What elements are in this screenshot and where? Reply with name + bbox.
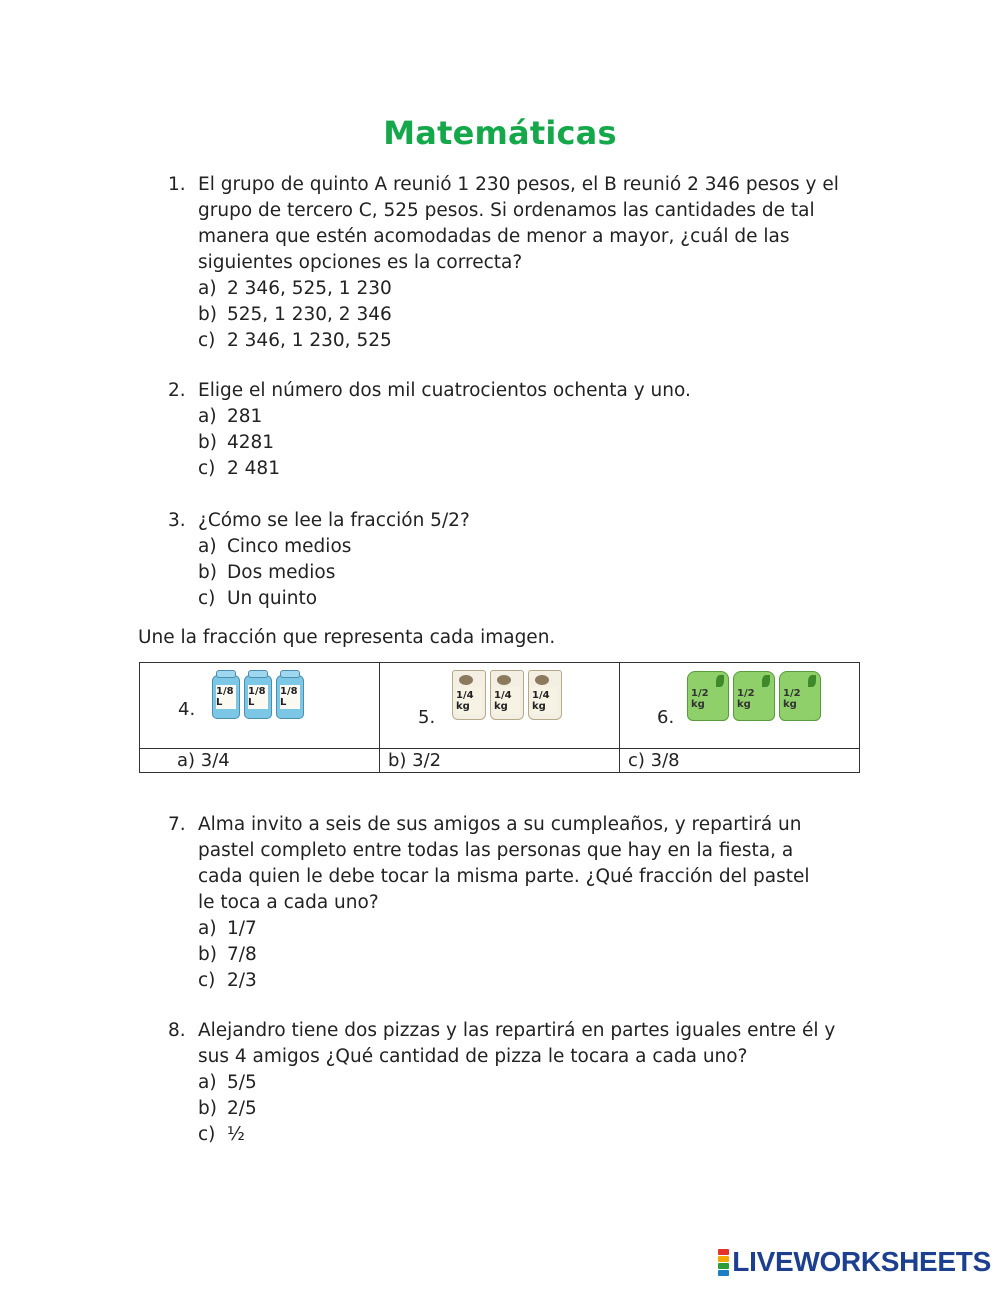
- option-b[interactable]: b) 525, 1 230, 2 346: [198, 304, 392, 325]
- yogurt-cup-icon: 1/4 kg: [528, 670, 562, 720]
- match-cell-5[interactable]: [380, 663, 620, 749]
- answer-a[interactable]: a) 3/4: [140, 749, 380, 773]
- option-c[interactable]: c) ½: [198, 1124, 245, 1145]
- question-stem: ¿Cómo se lee la fracción 5/2?: [198, 510, 470, 531]
- match-cell-4[interactable]: [140, 663, 380, 749]
- option-c[interactable]: c) 2 346, 1 230, 525: [198, 330, 392, 351]
- question-number: 1.: [168, 174, 186, 195]
- sack-icon: 1/2 kg: [733, 671, 775, 721]
- option-c[interactable]: c) Un quinto: [198, 588, 318, 609]
- liveworksheets-logo: [718, 1246, 991, 1278]
- option-b[interactable]: b) 4281: [198, 432, 275, 453]
- jar-icon: 1/8 L: [212, 675, 240, 719]
- answer-c[interactable]: c) 3/8: [620, 749, 860, 773]
- answer-b[interactable]: b) 3/2: [380, 749, 620, 773]
- question-1: [168, 172, 868, 354]
- option-a[interactable]: a) 281: [198, 406, 263, 427]
- matching-instruction: Une la fracción que representa cada imagen.: [138, 627, 556, 648]
- option-a[interactable]: a) 5/5: [198, 1072, 257, 1093]
- question-stem: Alma invito a seis de sus amigos a su cumpleaños, y repartirá un pastel completo entre todas las personas que hay en la fiesta, a cada quien le debe tocar la misma parte. ¿Qué fracción del pastel le toca a cada uno?: [198, 814, 810, 913]
- match-cell-6[interactable]: [620, 663, 860, 749]
- option-b[interactable]: b) Dos medios: [198, 562, 336, 583]
- question-number: 7.: [168, 814, 186, 835]
- option-a[interactable]: a) 2 346, 525, 1 230: [198, 278, 392, 299]
- matching-table: [139, 662, 860, 773]
- question-number: 2.: [168, 380, 186, 401]
- option-b[interactable]: b) 2/5: [198, 1098, 257, 1119]
- question-7: [168, 812, 868, 994]
- question-stem: Elige el número dos mil cuatrocientos ochenta y uno.: [198, 380, 691, 401]
- logo-block: [718, 1256, 729, 1262]
- bags-picture: [687, 671, 821, 721]
- question-number: 3.: [168, 510, 186, 531]
- item-number: 5.: [418, 707, 436, 728]
- logo-block: [718, 1249, 729, 1255]
- option-a[interactable]: a) Cinco medios: [198, 536, 352, 557]
- option-a[interactable]: a) 1/7: [198, 918, 257, 939]
- item-number: 6.: [657, 707, 675, 728]
- logo-text: LIVEWORKSHEETS: [732, 1246, 991, 1277]
- question-number: 8.: [168, 1020, 186, 1041]
- page-title: Matemáticas: [383, 114, 617, 152]
- question-3: [168, 508, 868, 612]
- jars-picture: [212, 675, 304, 719]
- yogurt-cup-icon: 1/4 kg: [490, 670, 524, 720]
- question-stem: Alejandro tiene dos pizzas y las repartirá en partes iguales entre él y sus 4 amigos ¿Qué cantidad de pizza le tocara a cada uno?: [198, 1020, 836, 1067]
- sack-icon: 1/2 kg: [687, 671, 729, 721]
- logo-block: [718, 1263, 729, 1269]
- jar-icon: 1/8 L: [276, 675, 304, 719]
- cups-picture: [452, 670, 562, 720]
- option-c[interactable]: c) 2 481: [198, 458, 280, 479]
- question-2: [168, 378, 868, 482]
- yogurt-cup-icon: 1/4 kg: [452, 670, 486, 720]
- sack-icon: 1/2 kg: [779, 671, 821, 721]
- logo-mark-icon: [718, 1249, 729, 1276]
- logo-block: [718, 1270, 729, 1276]
- option-c[interactable]: c) 2/3: [198, 970, 257, 991]
- question-stem: El grupo de quinto A reunió 1 230 pesos, el B reunió 2 346 pesos y el grupo de tercero C, 525 pesos. Si ordenamos las cantidades de tal manera que estén acomodadas de menor a mayor, ¿cuál de las siguientes opciones es la correcta?: [198, 174, 839, 273]
- item-number: 4.: [178, 699, 196, 720]
- question-8: [168, 1018, 868, 1148]
- option-b[interactable]: b) 7/8: [198, 944, 257, 965]
- jar-icon: 1/8 L: [244, 675, 272, 719]
